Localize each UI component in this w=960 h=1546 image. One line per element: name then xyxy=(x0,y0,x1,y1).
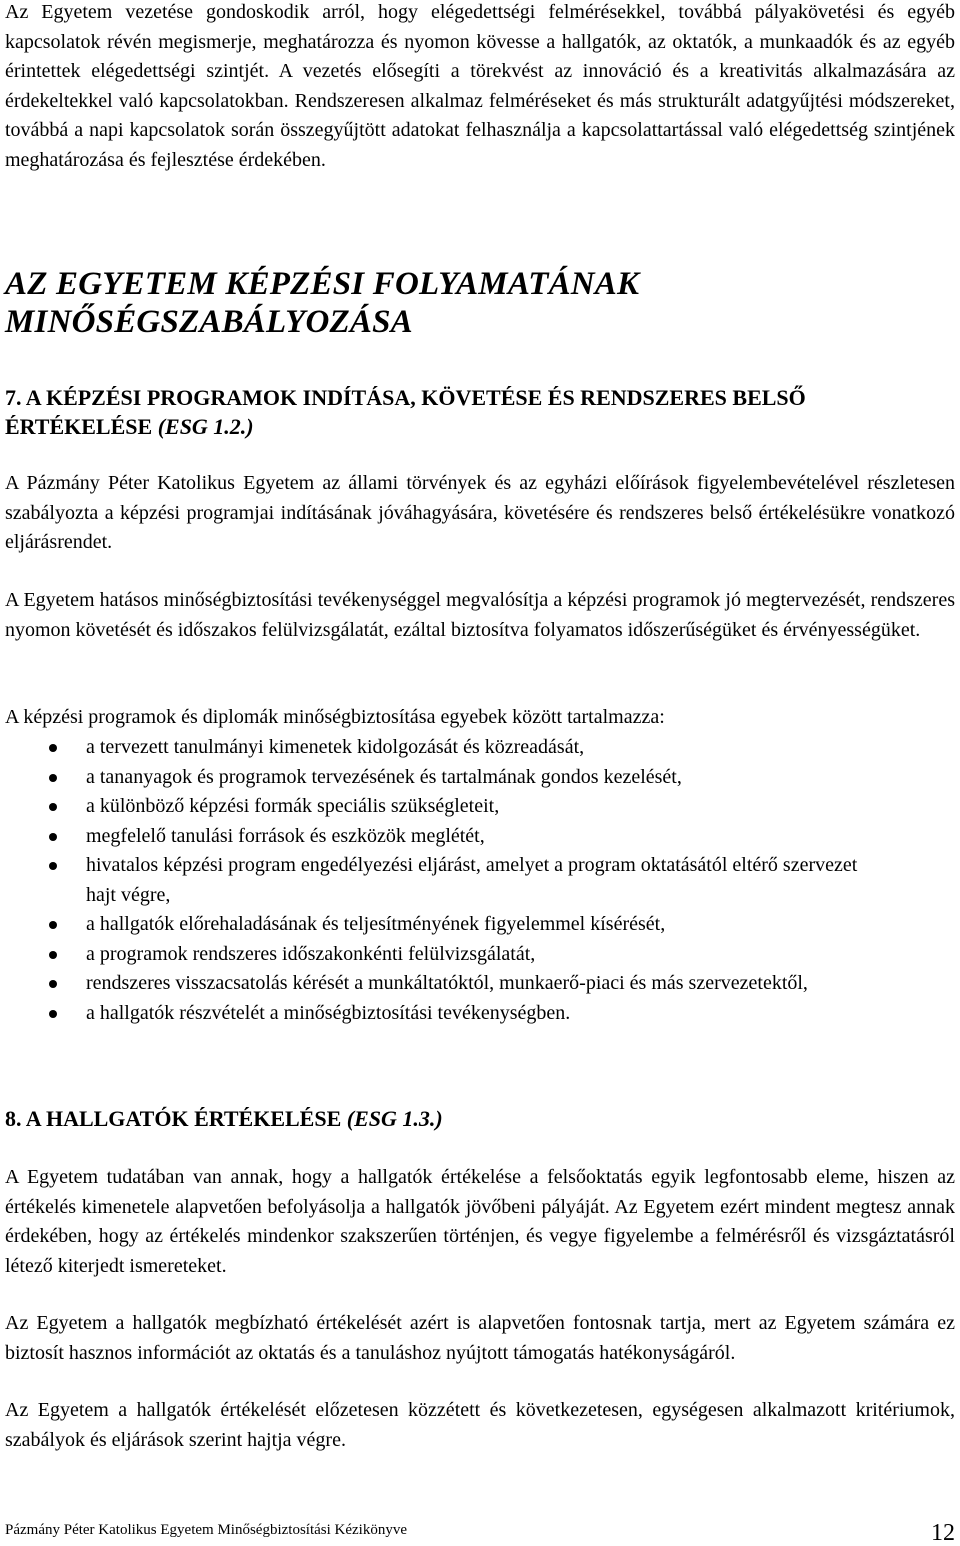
list-item xyxy=(5,822,955,852)
list-item-text: a tananyagok és programok tervezésének és tartalmának gondos kezelését, xyxy=(86,765,682,788)
bullet-icon xyxy=(49,774,57,782)
list-item-text: a tervezett tanulmányi kimenetek kidolgozását és közreadását, xyxy=(86,736,585,758)
section-8-heading xyxy=(5,1104,443,1133)
section-8-paragraph-1: A Egyetem tudatában van annak, hogy a hallgatók értékelése a felsőoktatás egyik legfontosabb eleme, hiszen az értékelés kimenetele alapvetően befolyásolja a hallgatók jövőbeni pályáját. Az Egyetem ezért mindent megtesz annak érdekében, hogy az értékelés mindenkor szakszerűen történjen, és vegye figyelembe a felmérésről és vizsgáztatásról létező kiterjedt ismereteket. xyxy=(5,1166,955,1277)
section-8-heading-text: 8. A HALLGATÓK ÉRTÉKELÉSE xyxy=(5,1106,347,1131)
list-item xyxy=(5,969,866,999)
list-item xyxy=(5,999,955,1029)
section-7-paragraph-1: A Pázmány Péter Katolikus Egyetem az állami törvények és az egyházi előírások figyelembevételével részletesen szabályozta a képzési programjai indításának jóváhagyására, követésére és rendszeres belső értékelésükre vonatkozó eljárásrendet. xyxy=(5,472,955,553)
bullet-icon xyxy=(49,744,57,752)
page-number: 12 xyxy=(931,1520,955,1546)
list-item xyxy=(5,733,955,763)
bullet-icon xyxy=(49,862,57,870)
bullet-icon xyxy=(49,951,57,959)
list-item-text: a hallgatók részvételét a minőségbiztosítási tevékenységben. xyxy=(86,1001,571,1024)
section-7-heading-text: 7. A KÉPZÉSI PROGRAMOK INDÍTÁSA, KÖVETÉSE ÉS RENDSZERES BELSŐ ÉRTÉKELÉSE xyxy=(5,385,806,439)
list-item-text: a hallgatók előrehaladásának és teljesítményének figyelemmel kísérését, xyxy=(86,913,666,935)
page-footer-title: Pázmány Péter Katolikus Egyetem Minőségbiztosítási Kézikönyve xyxy=(5,1522,407,1538)
list-item-text: hivatalos képzési program engedélyezési eljárást, amelyet a program oktatásától eltérő szervezet hajt végre, xyxy=(86,854,858,906)
list-item-text: a különböző képzési formák speciális szükségleteit, xyxy=(86,795,500,817)
quality-assurance-list xyxy=(5,733,955,1028)
section-7-reference: (ESG 1.2.) xyxy=(157,414,254,439)
bullet-icon xyxy=(49,803,57,811)
section-8-paragraph-3: Az Egyetem a hallgatók értékelését előzetesen közzétett és következetesen, egységesen alkalmazott kritériumok, szabályok és eljárások szerint hajtja végre. xyxy=(5,1399,955,1451)
list-item-text: a programok rendszeres időszakonkénti felülvizsgálatát, xyxy=(86,942,536,965)
list-item xyxy=(5,763,955,793)
main-heading-text: AZ EGYETEM KÉPZÉSI FOLYAMATÁNAK MINŐSÉGSZABÁLYOZÁSA xyxy=(5,266,640,340)
section-7-heading xyxy=(5,383,955,441)
bullet-icon xyxy=(49,980,57,988)
section-7-paragraph-3: A képzési programok és diplomák minőségbiztosítása egyebek között tartalmazza: xyxy=(5,706,665,728)
bullet-icon xyxy=(49,921,57,929)
list-item xyxy=(5,940,955,970)
list-item-text: megfelelő tanulási források és eszközök meglétét, xyxy=(86,824,485,847)
bullet-icon xyxy=(49,833,57,841)
main-heading xyxy=(5,265,685,341)
section-7-paragraph-2: A Egyetem hatásos minőségbiztosítási tevékenységgel megvalósítja a képzési programok jó megtervezését, rendszeres nyomon követését és időszakos felülvizsgálatát, ezáltal biztosítva folyamatos időszerűségüket és érvényességüket. xyxy=(5,589,955,641)
section-8-reference: (ESG 1.3.) xyxy=(346,1106,443,1131)
intro-paragraph: Az Egyetem vezetése gondoskodik arról, hogy elégedettségi felmérésekkel, továbbá pályakövetési és egyéb kapcsolatok révén megismerje, meghatározza és nyomon kövesse a hallgatók, az oktatók, a munkaadók és az egyéb érintettek elégedettségi szintjét. A vezetés elősegíti a törekvést az innováció és a kreativitás alkalmazására az érdekeltekkel való kapcsolatokban. Rendszeresen alkalmaz felméréseket és más strukturált adatgyűjtési módszereket, továbbá a napi kapcsolatok során összegyűjtött adatokat felhasználja a kapcsolattartással való elégedettség szintjének meghatározása és fejlesztése érdekében. xyxy=(5,1,955,171)
bullet-icon xyxy=(49,1010,57,1018)
list-item xyxy=(5,851,866,910)
list-item-text: rendszeres visszacsatolás kérését a munkáltatóktól, munkaerő-piaci és más szervezetektől, xyxy=(86,972,808,994)
list-item xyxy=(5,910,955,940)
list-item xyxy=(5,792,955,822)
section-8-paragraph-2: Az Egyetem a hallgatók megbízható értékelését azért is alapvetően fontosnak tartja, mert az Egyetem számára ez biztosít hasznos információt az oktatás és a tanuláshoz nyújtott támogatás hatékonyságáról. xyxy=(5,1312,955,1364)
